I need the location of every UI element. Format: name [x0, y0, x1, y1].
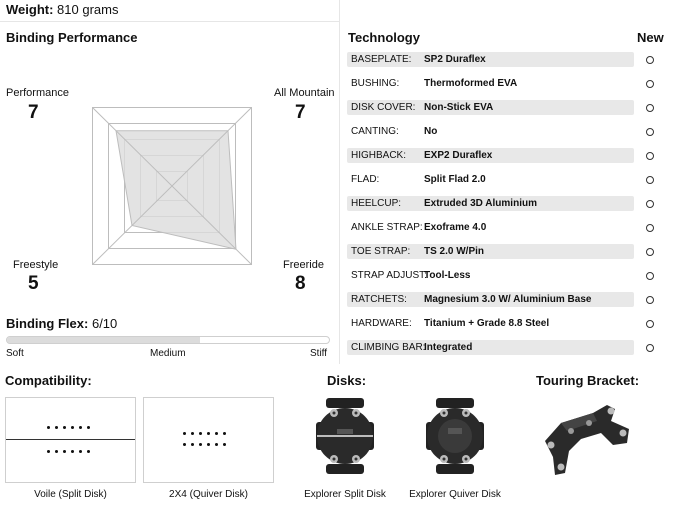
tech-key: ANKLE STRAP:: [351, 222, 423, 233]
tech-row-flad: [347, 172, 634, 187]
new-indicator: [646, 344, 654, 352]
flex-medium-label: Medium: [150, 348, 186, 359]
technology-title: Technology: [348, 30, 420, 45]
hole: [55, 426, 58, 429]
hole: [47, 426, 50, 429]
quiver-pattern-diagram: [143, 397, 274, 483]
new-indicator: [646, 176, 654, 184]
hole: [215, 443, 218, 446]
tech-row-highback: [347, 148, 634, 163]
tech-value: TS 2.0 W/Pin: [424, 246, 485, 257]
tech-row-heelcup: [347, 196, 634, 211]
tech-key: HEELCUP:: [351, 198, 402, 209]
flex-stiff-label: Stiff: [310, 348, 328, 359]
axis-value-freestyle: 5: [28, 273, 39, 294]
tech-value: Split Flad 2.0: [424, 174, 486, 185]
new-indicator: [646, 224, 654, 232]
divider: [339, 0, 340, 364]
axis-value-all-mountain: 7: [295, 102, 306, 123]
tech-value: Tool-Less: [424, 270, 471, 281]
flex-bar-fill: [7, 337, 200, 343]
hole-grid: [183, 432, 226, 446]
disk-caption-quiver: Explorer Quiver Disk: [409, 489, 501, 500]
tech-value: Exoframe 4.0: [424, 222, 487, 233]
tech-value: SP2 Duraflex: [424, 54, 486, 65]
compatibility-title: Compatibility:: [5, 373, 92, 388]
axis-label-freeride: Freeride: [283, 259, 324, 271]
hole: [191, 432, 194, 435]
tech-key: HIGHBACK:: [351, 150, 407, 161]
new-indicator: [646, 320, 654, 328]
flex-value: 6/10: [91, 316, 118, 331]
tech-row-canting: [347, 124, 634, 139]
tech-value: Thermoformed EVA: [424, 78, 518, 89]
hole: [55, 450, 58, 453]
touring-bracket-title: Touring Bracket:: [536, 373, 640, 388]
performance-title: Binding Performance: [6, 30, 138, 45]
new-indicator: [646, 152, 654, 160]
weight-value: 810 grams: [57, 2, 119, 17]
hole: [47, 450, 50, 453]
axis-label-all-mountain: All Mountain: [274, 87, 335, 99]
divider: [0, 21, 339, 22]
tech-value: Titanium + Grade 8.8 Steel: [424, 318, 550, 329]
disks-title: Disks:: [327, 373, 367, 388]
hole: [79, 450, 82, 453]
weight-line: [6, 2, 118, 17]
hole: [191, 443, 194, 446]
tech-key: RATCHETS:: [351, 294, 407, 305]
hole: [183, 443, 186, 446]
new-column-header: New: [637, 30, 664, 45]
tech-value: No: [424, 126, 438, 137]
axis-label-performance: Performance: [6, 87, 69, 99]
tech-key: BUSHING:: [351, 78, 400, 89]
hole: [63, 450, 66, 453]
tech-row-toe-strap: [347, 244, 634, 259]
tech-key: STRAP ADJUST:: [351, 270, 427, 281]
tech-row-climbing-bar: [347, 340, 634, 355]
axis-label-freestyle: Freestyle: [13, 259, 59, 271]
voile-pattern-diagram: [5, 397, 136, 483]
hole: [183, 432, 186, 435]
tech-value: Non-Stick EVA: [424, 102, 494, 113]
tech-key: TOE STRAP:: [351, 246, 411, 257]
new-indicator: [646, 296, 654, 304]
tech-key: CLIMBING BAR:: [351, 342, 426, 353]
tech-row-baseplate: [347, 52, 634, 67]
flex-bar: [6, 336, 330, 344]
disk-caption-split: Explorer Split Disk: [304, 489, 386, 500]
tech-key: BASEPLATE:: [351, 54, 412, 65]
hole: [215, 432, 218, 435]
explorer-split-disk-image: [314, 398, 376, 474]
new-indicator: [646, 128, 654, 136]
flex-title: [6, 316, 117, 331]
tech-row-ratchets: [347, 292, 634, 307]
hole: [207, 432, 210, 435]
new-indicator: [646, 80, 654, 88]
tech-row-hardware: [347, 316, 634, 331]
hole: [223, 443, 226, 446]
compat-caption-voile: Voile (Split Disk): [34, 489, 107, 500]
split-line: [6, 439, 135, 440]
tech-key: FLAD:: [351, 174, 380, 185]
hole-row: [47, 450, 90, 453]
new-indicator: [646, 248, 654, 256]
hole: [71, 450, 74, 453]
hole: [79, 426, 82, 429]
hole: [87, 426, 90, 429]
explorer-quiver-disk-image: [424, 398, 486, 474]
performance-radar: [92, 107, 252, 265]
new-indicator: [646, 104, 654, 112]
tech-key: HARDWARE:: [351, 318, 412, 329]
axis-value-performance: 7: [28, 102, 39, 123]
compat-caption-quiver: 2X4 (Quiver Disk): [169, 489, 248, 500]
flex-soft-label: Soft: [6, 348, 24, 359]
flex-label: Binding Flex:: [6, 316, 89, 331]
hole-row: [47, 426, 90, 429]
hole: [223, 432, 226, 435]
touring-bracket-image: [541, 403, 633, 479]
tech-key: DISK COVER:: [351, 102, 416, 113]
hole: [63, 426, 66, 429]
tech-key: CANTING:: [351, 126, 399, 137]
hole: [71, 426, 74, 429]
new-indicator: [646, 56, 654, 64]
tech-value: Extruded 3D Aluminium: [424, 198, 537, 209]
axis-value-freeride: 8: [295, 273, 306, 294]
hole: [199, 443, 202, 446]
tech-row-bushing: [347, 76, 634, 91]
tech-row-ankle-strap: [347, 220, 634, 235]
new-indicator: [646, 200, 654, 208]
hole: [199, 432, 202, 435]
hole: [207, 443, 210, 446]
new-indicator: [646, 272, 654, 280]
weight-label: Weight:: [6, 2, 54, 17]
tech-value: Integrated: [424, 342, 473, 353]
tech-value: EXP2 Duraflex: [424, 150, 493, 161]
hole: [87, 450, 90, 453]
tech-row-strap-adjust: [347, 268, 634, 283]
tech-value: Magnesium 3.0 W/ Aluminium Base: [424, 294, 592, 305]
tech-row-disk-cover: [347, 100, 634, 115]
